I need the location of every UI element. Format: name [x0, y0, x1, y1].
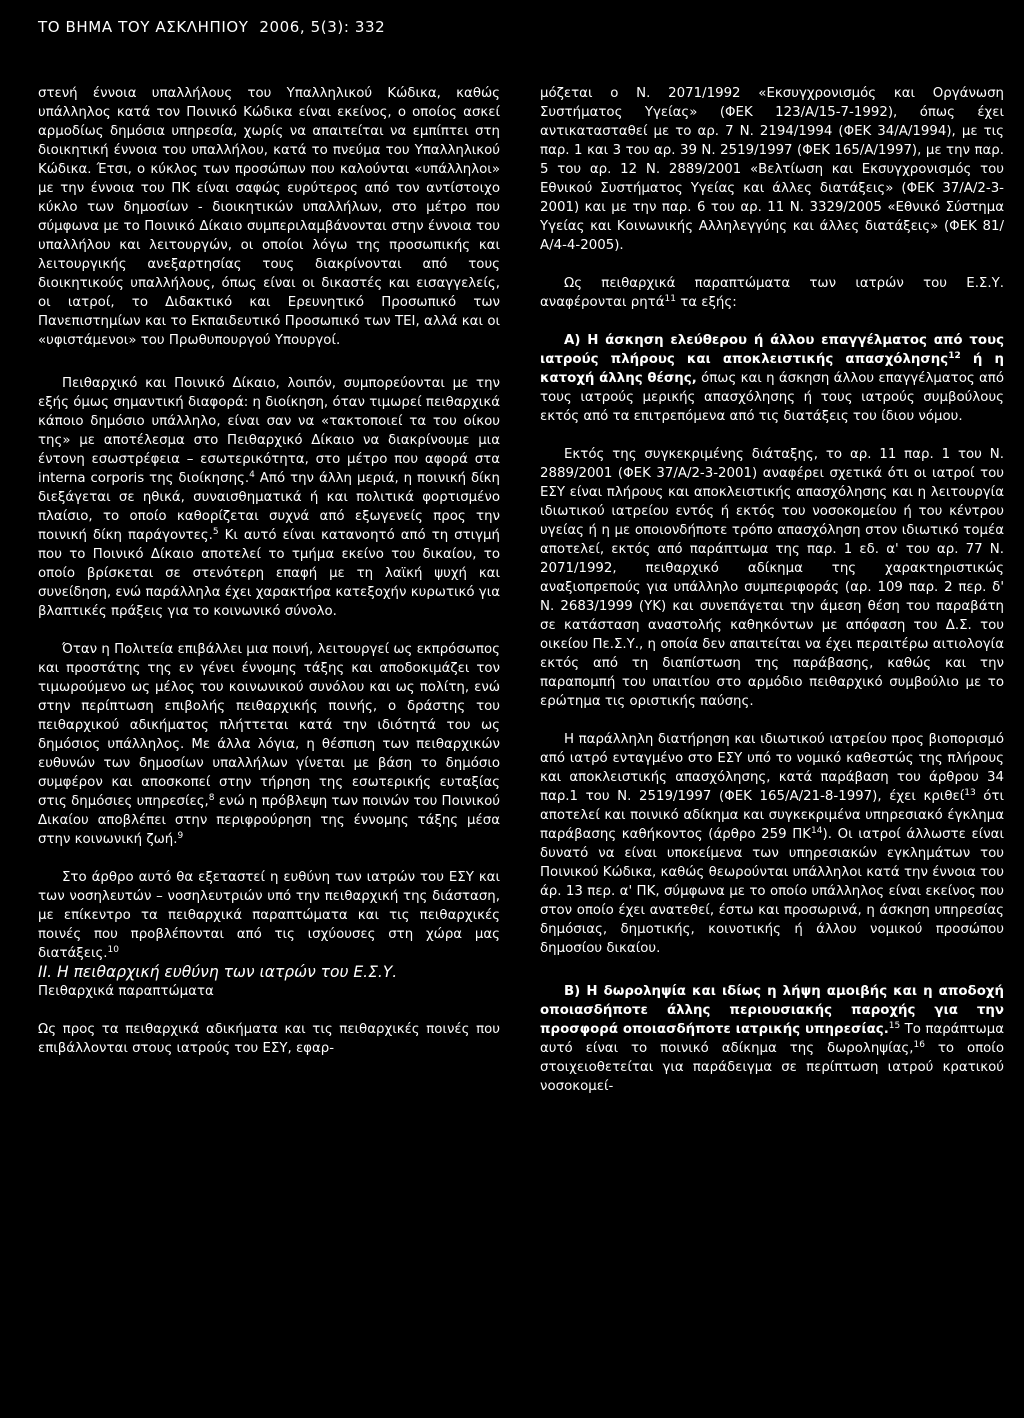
journal-name: ΤΟ ΒΗΜΑ ΤΟΥ ΑΣΚΛΗΠΙΟΥ	[38, 18, 249, 36]
footnote-ref: 14	[811, 826, 823, 836]
footnote-ref: 11	[664, 294, 676, 304]
paragraph: στενή έννοια υπαλλήλους του Υπαλληλικού Κώδικα, καθώς υπάλληλος κατά τον Ποινικό Κώδικα είναι εκείνος, ο οποίος ασκεί αρμοδίως δημόσια υπηρεσία, χωρίς να απαιτείται να εμπίπτει στη διοικητική έννοια του υπαλλήλου, κατά το πνεύμα του Υπαλληλικού Κώδικα. Έτσι, ο κύκλος των προσώπων που καλούνται «υπάλληλοι» με την έννοια του ΠΚ είναι σαφώς ευρύτερος από τον αντίστοιχο κύκλο των δημοσίων - διοικητικών υπαλλήλων, στο μέτρο που σύμφωνα με το Ποινικό Δίκαιο συμπεριλαμβάνονται στην έννοια του υπαλλήλου και λειτουργών, οι οποίοι λόγω της προσωπικής και λειτουργικής ανεξαρτησίας τους διακρίνονται από τους διοικητικούς υπαλλήλους, όπως είναι οι δικαστές και εισαγγελείς, οι ιατροί, το Διδακτικό και Ερευνητικό Προσωπικό των Πανεπιστημίων και το Εκπαιδευτικό Προσωπικό των ΤΕΙ, αλλά και οι «υφιστάμενοι» του Πρωθυπουργού Υπουργοί.	[38, 86, 500, 348]
paragraph: μόζεται ο Ν. 2071/1992 «Εκσυγχρονισμός και Οργάνωση Συστήματος Υγείας» (ΦΕΚ 123/Α/15-7-1992), όπως έχει αντικατασταθεί με το αρ. 7 Ν. 2194/1994 (ΦΕΚ 34/Α/1994), με τις παρ. 1 και 3 του αρ. 39 Ν. 2519/1997 (ΦΕΚ 165/Α/1997), με την παρ. 5 του αρ. 12 Ν. 2889/2001 «Βελτίωση και Εκσυγχρονισμός του Εθνικού Συστήματος Υγείας και άλλες διατάξεις» (ΦΕΚ 37/Α/2-3-2001) και με την παρ. 6 του αρ. 11 Ν. 3329/2005 «Εθνικό Σύστημα Υγείας και Κοινωνικής Αλληλεγγύης και άλλες διατάξεις» (ΦΕΚ 81/Α/4-4-2005).	[540, 86, 1004, 253]
footnote-ref: 12	[948, 351, 961, 361]
footnote-ref: 10	[107, 945, 119, 955]
footnote-ref: 9	[177, 831, 184, 841]
paragraph: Όταν η Πολιτεία επιβάλλει μια ποινή, λειτουργεί ως εκπρόσωπος και προστάτης της εν γένει έννομης τάξης και αποδοκιμάζει τον τιμωρούμενο ως μέλος του κοινωνικού συνόλου και ως πολίτη, ενώ στην περίπτωση επιβολής πειθαρχικής ποινής, ο δράστης του πειθαρχικού αδικήματος πλήττεται κατά την ιδιότητά του ως δημόσιος υπάλληλος. Με άλλα λόγια, η θέσπιση των πειθαρχικών ευθυνών των δημοσίων υπαλλήλων γίνεται με βάση το δημόσιο συμφέρον και αποσκοπεί στην τήρηση της εσωτερικής ευταξίας στις δημόσιες υπηρεσίες,$^8$ ενώ η πρόβλεψη των ποινών του Ποινικού Δικαίου αποβλέπει στην περιφρούρηση της έννομης τάξης μέσα στην κοινωνική ζωή.$^9$	[38, 642, 500, 847]
paragraph: Β) Η δωροληψία και ιδίως η λήψη αμοιβής και η αποδοχή οποιασδήποτε άλλης περιουσιακής παροχής για την προσφορά οποιασδήποτε ιατρικής υπηρεσίας.$^{15}$ Το παράπτωμα αυτό είναι το ποινικό αδίκημα της δωροληψίας,$^{16}$ το οποίο στοιχειοθετείται για παράδειγμα σε περίπτωση ιατρού κρατικού νοσοκομεί-	[540, 984, 1005, 1094]
journal-year: 2006	[259, 18, 300, 36]
right-column	[540, 84, 1004, 1096]
paragraph: Η παράλληλη διατήρηση και ιδιωτικού ιατρείου προς βιοπορισμό από ιατρό ενταγμένο στο ΕΣΥ υπό το νομικό καθεστώς της πλήρους και αποκλειστικής απασχόλησης, κατά παράβαση του άρθρου 34 παρ.1 του Ν. 2519/1997 (ΦΕΚ 165/Α/21-8-1997), έχει κριθεί$^{13}$ ότι αποτελεί και ποινικό αδίκημα και συγκεκριμένα υπηρεσιακό έγκλημα παράβασης καθήκοντος (άρθρο 259 ΠΚ$^{14}$). Οι ιατροί άλλωστε είναι δυνατό να είναι υποκείμενα των υπηρεσιακών εγκλημάτων του Ποινικού Κώδικα, καθώς θεωρούνται υπάλληλοι κατά την έννοια του άρ. 13 περ. α' ΠΚ, σύμφωνα με το οποίο υπάλληλος είναι εκείνος που στον οποίο έχει ανατεθεί, έστω και προσωρινά, η άσκηση υπηρεσίας δημόσιας, δημοτικής, κοινοτικής ή άλλου νομικού προσώπου δημοσίου δικαίου.	[540, 732, 1004, 956]
paragraph: Εκτός της συγκεκριμένης διάταξης, το αρ. 11 παρ. 1 του Ν. 2889/2001 (ΦΕΚ 37/Α/2-3-2001) αναφέρει σχετικά ότι οι ιατροί του ΕΣΥ είναι πλήρους και αποκλειστικής απασχόλησης και η λειτουργία ιδιωτικού ιατρείου εντός ή εκτός του νοσοκομείου ή του κέντρου υγείας ή η με οποιονδήποτε τρόπο απασχόληση στον ιδιωτικό τομέα αποτελεί, εκτός από παράπτωμα της παρ. 1 εδ. α' του αρ. 77 Ν. 2071/1992, πειθαρχικό αδίκημα της χαρακτηριστικώς αναξιοπρεπούς για υπάλληλο συμπεριφοράς (αρ. 109 παρ. 2 περ. δ' Ν. 2683/1999 (ΥΚ) και συνεπάγεται την άμεση θέση του παραβάτη σε κατάσταση αναστολής καθηκόντων με απόφαση του Δ.Σ. του οικείου Πε.Σ.Υ., η οποία δεν απαιτείται να έχει περαιτέρω αιτιολογία εκτός από τη διαπίστωση της παράβασης, καθώς και την παραπομπή του υπαιτίου στο αρμόδιο πειθαρχικό συμβούλιο με το ερώτημα τις οριστικής παύσης.	[540, 447, 1004, 709]
footnote-ref: 16	[913, 1040, 925, 1050]
footnote-ref: 4	[249, 470, 255, 480]
left-column	[38, 84, 500, 1058]
section-title: ΙΙ. Η πειθαρχική ευθύνη των ιατρών του Ε.Σ.Υ.	[38, 963, 398, 981]
footnote-ref: 13	[964, 788, 976, 798]
footnote-ref: 5	[212, 527, 219, 537]
running-header: ΤΟ ΒΗΜΑ ΤΟΥ ΑΣΚΛΗΠΙΟΥ 2006, 5(3): 332	[38, 18, 386, 36]
paragraph: Στο άρθρο αυτό θα εξεταστεί η ευθύνη των ιατρών του ΕΣΥ και των νοσηλευτών – νοσηλευτριών υπό την πειθαρχική της διάσταση, με επίκεντρο τα πειθαρχικά παραπτώματα και τις πειθαρχικές ποινές που προβλέπονται από τις ισχύουσες στη χώρα μας διατάξεις.$^{10}$	[38, 870, 500, 961]
subsection-title: Πειθαρχικά παραπτώματα	[38, 984, 214, 999]
paragraph: Πειθαρχικό και Ποινικό Δίκαιο, λοιπόν, συμπορεύονται με την εξής όμως σημαντική διαφορά: η διοίκηση, όταν τιμωρεί πειθαρχικά κάποιο δημόσιο υπάλληλο, είναι σαν να «τακτοποιεί τα του οίκου της» με αποτέλεσμα στο Πειθαρχικό Δίκαιο να διακρίνουμε μια έντονη εσωστρέφεια – εσωτερικότητα, στο μέτρο που αφορά στα interna corporis της διοίκησης.$^4$ Από την άλλη μεριά, η ποινική δίκη διεξάγεται σε ηθικά, συναισθηματικά ή και πολιτικά φορτισμένο πλαίσιο, το οποίο καθορίζεται συχνά από εξωγενείς προς την ποινική δίκη παράγοντες.$^5$ Κι αυτό είναι κατανοητό από τη στιγμή που το Ποινικό Δίκαιο αποτελεί το τμήμα εκείνο του δικαίου, το οποίο βρίσκεται σε στενότερη επαφή με τη λαϊκή ψυχή και συνείδηση, ενώ παράλληλα έχει χαρακτήρα κατεξοχήν κυρωτικό για βλαπτικές πράξεις για το κοινωνικό σύνολο.	[38, 376, 501, 619]
journal-volume: 5(3): 332	[310, 18, 386, 36]
footnote-ref: 15	[888, 1021, 901, 1031]
paragraph: Ως πειθαρχικά παραπτώματα των ιατρών του Ε.Σ.Υ. αναφέρονται ρητά$^{11}$ τα εξής:	[540, 276, 1004, 310]
paragraph: Ως προς τα πειθαρχικά αδικήματα και τις πειθαρχικές ποινές που επιβάλλονται στους ιατρούς του ΕΣΥ, εφαρ-	[38, 1022, 500, 1056]
footnote-ref: 8	[208, 793, 215, 803]
paragraph: Α) Η άσκηση ελεύθερου ή άλλου επαγγέλματος από τους ιατρούς πλήρους και αποκλειστικής απασχόλησης$^{12}$ ή η κατοχή άλλης θέσης, όπως και η άσκηση άλλου επαγγέλματος από τους ιατρούς μερικής απασχόλησης ή τους ιατρούς συμβούλους εκτός από τα επιτρεπόμενα από τις διατάξεις του ίδιου νόμου.	[540, 333, 1004, 424]
